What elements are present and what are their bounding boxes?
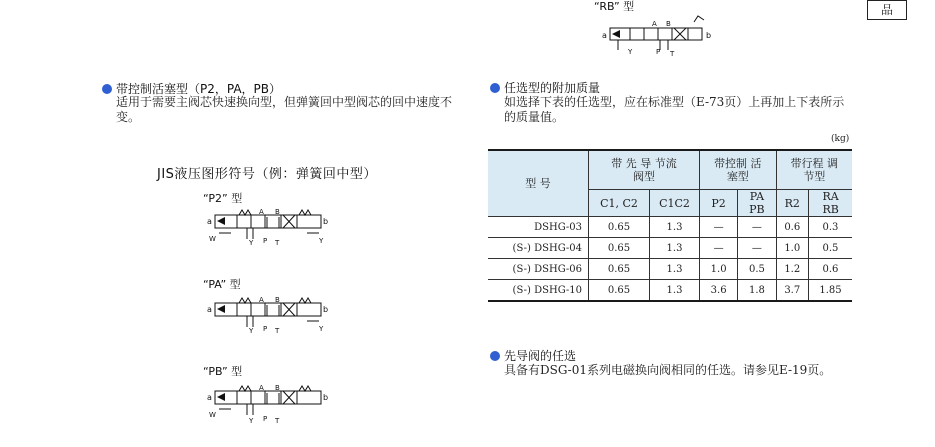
svg-text:A: A xyxy=(259,384,264,392)
svg-text:b: b xyxy=(323,305,329,314)
cell-p2: 1.0 xyxy=(700,259,738,280)
svg-text:a: a xyxy=(207,305,212,314)
pb-symbol-diagram xyxy=(207,381,337,425)
svg-text:B: B xyxy=(666,20,671,28)
mass-unit-label: (kg) xyxy=(831,134,850,144)
cell-r2: 1.2 xyxy=(776,259,808,280)
svg-text:A: A xyxy=(652,20,657,28)
optional-mass-title: 任选型的附加质量 xyxy=(490,79,600,96)
svg-text:a: a xyxy=(602,31,607,40)
row-model: (S-) DSHG-10 xyxy=(488,280,589,302)
cell-c1c2: 0.65 xyxy=(589,259,650,280)
svg-text:T: T xyxy=(275,239,280,247)
table-row xyxy=(488,280,852,302)
cell-c1c2b: 1.3 xyxy=(649,280,699,302)
cell-r2: 3.7 xyxy=(776,280,808,302)
group-header-throttle: 带 先 导 节流阀型 xyxy=(589,150,700,190)
svg-text:B: B xyxy=(275,384,280,392)
rb-symbol-diagram xyxy=(598,14,728,60)
cell-c1c2: 0.65 xyxy=(589,217,650,238)
subheader-rarb: RA RB xyxy=(808,190,852,217)
cell-rarb: 1.85 xyxy=(808,280,852,302)
svg-text:T: T xyxy=(670,50,675,58)
cell-rarb: 0.5 xyxy=(808,238,852,259)
table-row xyxy=(488,217,852,238)
svg-text:Y: Y xyxy=(628,48,633,56)
cell-p2: — xyxy=(700,238,738,259)
cell-c1c2b: 1.3 xyxy=(649,259,699,280)
table-row xyxy=(488,238,852,259)
subheader-p2: P2 xyxy=(700,190,738,217)
model-header: 型 号 xyxy=(488,150,589,217)
svg-text:b: b xyxy=(706,31,712,40)
rb-type-label: “RB” 型 xyxy=(594,0,635,13)
cell-c1c2b: 1.3 xyxy=(649,238,699,259)
row-model: DSHG-03 xyxy=(488,217,589,238)
pilot-piston-body: 适用于需要主阀芯快速换向型，但弹簧回中型阀芯的回中速度不变。 xyxy=(116,95,453,124)
jis-symbol-title: JIS液压图形符号（例：弹簧回中型） xyxy=(157,167,377,182)
bullet-icon xyxy=(490,351,500,361)
pa-type-label: “PA” 型 xyxy=(203,278,241,291)
row-model: (S-) DSHG-04 xyxy=(488,238,589,259)
pb-type-label: “PB” 型 xyxy=(203,365,243,378)
svg-text:P: P xyxy=(656,48,661,56)
cell-rarb: 0.6 xyxy=(808,259,852,280)
svg-text:a: a xyxy=(207,217,212,226)
subheader-r2: R2 xyxy=(776,190,808,217)
pilot-valve-body: 具备有DSG-01系列电磁换向阀相同的任选。请参见E-19页。 xyxy=(504,363,832,377)
subheader-papb: PA PB xyxy=(738,190,776,217)
svg-text:A: A xyxy=(259,208,264,216)
pilot-valve-title: 先导阀的任选 xyxy=(490,347,576,364)
svg-text:W: W xyxy=(209,235,216,243)
svg-text:P: P xyxy=(263,415,268,423)
svg-text:P: P xyxy=(263,237,268,245)
cell-papb: — xyxy=(738,238,776,259)
svg-text:T: T xyxy=(275,417,280,425)
svg-text:T: T xyxy=(275,327,280,335)
row-model: (S-) DSHG-06 xyxy=(488,259,589,280)
svg-text:a: a xyxy=(207,393,212,402)
table-row xyxy=(488,259,852,280)
table-header-row xyxy=(488,150,852,190)
svg-text:Y: Y xyxy=(249,417,254,425)
subheader-c1c2: C1, C2 xyxy=(589,190,650,217)
p2-type-label: “P2” 型 xyxy=(203,192,243,205)
cell-c1c2: 0.65 xyxy=(589,280,650,302)
cell-r2: 1.0 xyxy=(776,238,808,259)
p2-symbol-diagram xyxy=(207,207,337,247)
cell-c1c2: 0.65 xyxy=(589,238,650,259)
cell-r2: 0.6 xyxy=(776,217,808,238)
page-tab-marker: 品 xyxy=(867,0,907,20)
subheader-c1c2b: C1C2 xyxy=(649,190,699,217)
optional-mass-body: 如选择下表的任选型，应在标准型（E-73页）上再加上下表所示的质量值。 xyxy=(504,95,845,124)
cell-p2: 3.6 xyxy=(700,280,738,302)
group-header-piston: 带控制 活塞型 xyxy=(700,150,777,190)
cell-papb: 0.5 xyxy=(738,259,776,280)
cell-papb: — xyxy=(738,217,776,238)
svg-text:b: b xyxy=(323,393,329,402)
cell-c1c2b: 1.3 xyxy=(649,217,699,238)
pilot-piston-title: 带控制活塞型（P2，PA，PB） xyxy=(102,80,281,97)
svg-text:A: A xyxy=(259,296,264,304)
svg-text:Y: Y xyxy=(249,327,254,335)
optional-mass-table xyxy=(488,149,852,302)
svg-text:W: W xyxy=(209,411,216,419)
svg-text:B: B xyxy=(275,208,280,216)
svg-text:Y: Y xyxy=(319,237,324,245)
cell-papb: 1.8 xyxy=(738,280,776,302)
svg-text:Y: Y xyxy=(249,239,254,247)
svg-text:B: B xyxy=(275,296,280,304)
cell-rarb: 0.3 xyxy=(808,217,852,238)
group-header-stroke: 带行程 调节型 xyxy=(776,150,852,190)
bullet-icon xyxy=(490,83,500,93)
svg-text:P: P xyxy=(263,325,268,333)
cell-p2: — xyxy=(700,217,738,238)
bullet-icon xyxy=(102,84,112,94)
svg-text:b: b xyxy=(323,217,329,226)
svg-text:Y: Y xyxy=(319,325,324,333)
pa-symbol-diagram xyxy=(207,293,337,335)
